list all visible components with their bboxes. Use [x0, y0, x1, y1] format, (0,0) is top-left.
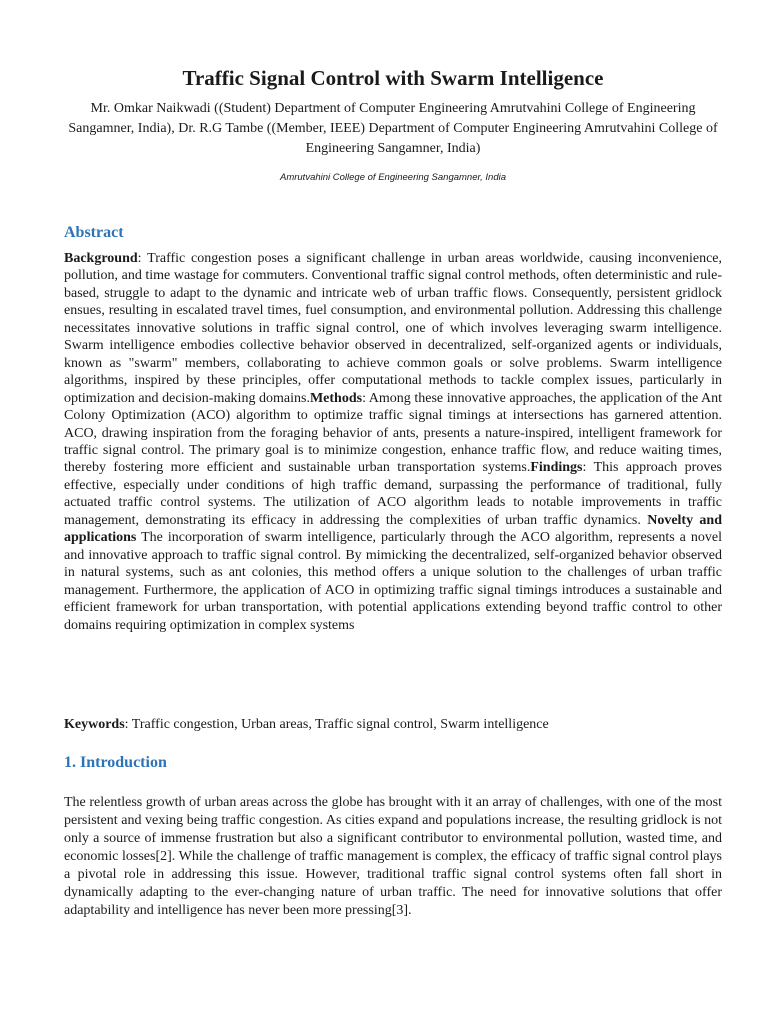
abstract-methods-label: Methods: [309, 390, 363, 406]
abstract-findings-label: Findings: [530, 460, 583, 476]
abstract-body: [64, 250, 722, 634]
keywords-label: Keywords: [64, 717, 125, 732]
abstract-methods-text: : Among these innovative approaches, the application of the Ant Colony Optimization (ACO) algorithm to optimize traffic signal timings at intersections has garnered attention. ACO, drawing inspiration from the foraging behavior of ants, presents a nature-inspired, intelligent framework for traffic signal control. The primary goal is to minimize congestion, enhance traffic flow, and reduce waiting times, thereby fostering more efficient and sustainable urban transportation systems.: [64, 390, 723, 476]
abstract-novelty-text: The incorporation of swarm intelligence, particularly through the ACO algorithm, represents a novel and innovative approach to traffic signal control. By mimicking the decentralized, self-organized behavior observed in natural systems, such as ant colonies, this method offers a unique solution to the challenges of urban traffic management. Furthermore, the application of ACO in optimizing traffic signal timings introduces a sustainable and efficient framework for urban transportation, with potential applications extending beyond traffic control to other domains requiring optimization in complex systems: [64, 530, 722, 633]
abstract-heading: Abstract: [64, 224, 124, 241]
author-list: Mr. Omkar Naikwadi ((Student) Department of Computer Engineering Amrutvahini College of Engineering Sangamner, India), Dr. R.G Tambe ((Member, IEEE) Department of Computer Engineering Amrutvahini College of Engineering Sangamner, India): [68, 101, 718, 156]
keywords-line: [64, 716, 722, 734]
introduction-heading: 1. Introduction: [64, 754, 167, 771]
introduction-paragraph: The relentless growth of urban areas across the globe has brought with it an array of challenges, with one of the most persistent and vexing being traffic congestion. As cities expand and populations increase, the resulting gridlock is not only a source of immense frustration but also a significant contributor to environmental pollution, wasted time, and economic losses[2]. While the challenge of traffic management is complex, the efficacy of traffic signal control plays a pivotal role in addressing this issue. However, traditional traffic signal control systems often fall short in dynamically adapting to the ever-changing nature of urban traffic. The need for innovative solutions that offer adaptability and intelligence has never been more pressing[3].: [64, 795, 722, 918]
abstract-background-text: : Traffic congestion poses a significant challenge in urban areas worldwide, causing inconvenience, pollution, and time wastage for commuters. Conventional traffic signal control methods, often deterministic and rule-based, struggle to adapt to the dynamic and intricate web of urban traffic flows. Consequently, persistent gridlock ensues, resulting in escalated travel times, fuel consumption, and environmental pollution. Addressing this challenge necessitates innovative solutions in traffic signal control, one of which involves leveraging swarm intelligence. Swarm intelligence embodies collective behavior observed in decentralized, self-organized agents or individuals, known as "swarm" members, collaborating to achieve common goals or solve problems. Swarm intelligence algorithms, inspired by these principles, offer computational methods to tackle complex issues, particularly in optimization and decision-making domains.: [64, 251, 722, 406]
paper-title: Traffic Signal Control with Swarm Intelligence: [182, 66, 604, 90]
abstract-background-label: Background: [64, 251, 138, 266]
abstract-findings-text: : This approach proves effective, especially under conditions of high traffic demand, surpassing the performance of traditional, fully actuated traffic control systems. The utilization of ACO algorithm leads to notable improvements in traffic management, demonstrating its efficacy in addressing the complexities of urban traffic dynamics.: [64, 460, 722, 528]
affiliation-line: Amrutvahini College of Engineering Sangamner, India: [279, 172, 507, 183]
abstract-novelty-label: Novelty and applications: [64, 512, 722, 546]
keywords-text: : Traffic congestion, Urban areas, Traffic signal control, Swarm intelligence: [124, 717, 549, 732]
